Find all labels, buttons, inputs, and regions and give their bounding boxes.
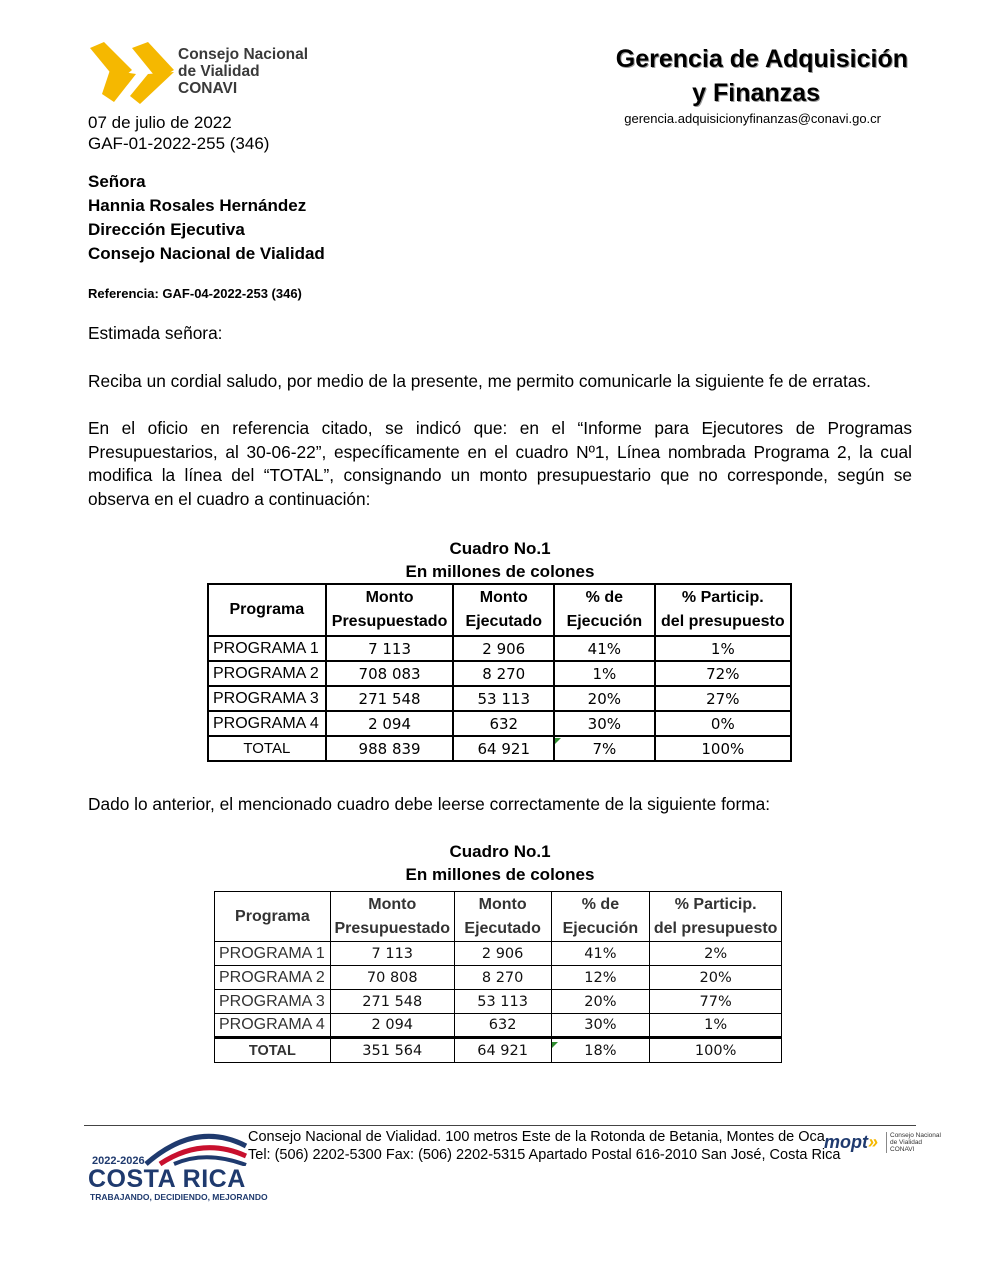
col-ejecucion: % de Ejecución [551,892,650,942]
col-presupuestado: Monto Presupuestado [330,892,454,942]
department-title: Gerencia de Adquisición y Finanzas [615,45,908,107]
table1-caption: Cuadro No.1 En millones de colones [405,539,595,581]
cr-years: 2022-2026 [92,1155,145,1167]
table-row: PROGRAMA 3 271 548 53 113 20% 27% [208,686,791,711]
table-row: PROGRAMA 1 7 113 2 906 41% 1% [208,636,791,661]
col-presupuestado: Monto Presupuestado [326,584,454,636]
table-total-row: TOTAL 988 839 64 921 7% 100% [208,736,791,761]
cr-name: COSTA RICA [88,1165,246,1193]
table-row: PROGRAMA 3 271 548 53 113 20% 77% [215,990,782,1014]
org-name: Consejo Nacional de Vialidad CONAVI [178,46,309,97]
table-original [207,583,792,762]
letter-meta [88,112,269,154]
table2-caption: Cuadro No.1 En millones de colones [405,842,595,884]
paragraph-1: Reciba un cordial saludo, por medio de la presente, me permito comunicarle la siguiente fe de erratas. [88,371,871,391]
letter-date: 07 de julio de 2022 [88,113,232,132]
table-row: PROGRAMA 2 70 808 8 270 12% 20% [215,966,782,990]
col-programa: Programa [215,892,331,942]
col-participacion: % Particip. del presupuesto [655,584,791,636]
table-total-row: TOTAL 351 564 64 921 18% 100% [215,1038,782,1063]
table-header-row [215,892,782,942]
greeting: Estimada señora: [88,323,223,343]
footer-contact: Consejo Nacional de Vialidad. 100 metros Este de la Rotonda de Betania, Montes de Oca. Tel: (506) 2202-5300 Fax: (506) 2202-5315 Apartado Postal 616-2010 San José, Costa Rica [248,1129,841,1163]
mopt-logo: mopt» [824,1132,879,1152]
cr-tagline: TRABAJANDO, DECIDIENDO, MEJORANDO [90,1192,268,1202]
reference-line: Referencia: GAF-04-2022-253 (346) [88,286,302,301]
paragraph-2: En el oficio en referencia citado, se indicó que: en el “Informe para Ejecutores de Programas Presupuestarios, al 30-06-22”, específicamente en el cuadro Nº1, Línea nombrada Programa 2, la cual modifica la línea del “TOTAL”, consignando un monto presupuestario que no corresponde, según se observa en el cuadro a continuación: [88,418,912,509]
table-row: PROGRAMA 2 708 083 8 270 1% 72% [208,661,791,686]
letter-number: GAF-01-2022-255 (346) [88,134,270,153]
table-row: PROGRAMA 1 7 113 2 906 41% 2% [215,942,782,966]
recipient-block: Señora Hannia Rosales Hernández Dirección Ejecutiva Consejo Nacional de Vialidad [88,172,325,263]
mopt-side-text: Consejo Nacional de Vialidad CONAVI [886,1132,941,1153]
col-ejecucion: % de Ejecución [554,584,655,636]
col-programa: Programa [208,584,326,636]
table-row: PROGRAMA 4 2 094 632 30% 0% [208,711,791,736]
table-row: PROGRAMA 4 2 094 632 30% 1% [215,1014,782,1038]
col-participacion: % Particip. del presupuesto [650,892,782,942]
col-ejecutado: Monto Ejecutado [454,892,551,942]
department-email: gerencia.adquisicionyfinanzas@conavi.go.cr [624,111,881,126]
conavi-logo-icon [88,40,178,110]
paragraph-3: Dado lo anterior, el mencionado cuadro debe leerse correctamente de la siguiente forma: [88,794,771,814]
cell-flag-icon [552,1042,558,1048]
col-ejecutado: Monto Ejecutado [453,584,554,636]
cell-flag-icon [555,738,561,744]
table-corrected [214,891,782,1063]
table-header-row [208,584,791,636]
